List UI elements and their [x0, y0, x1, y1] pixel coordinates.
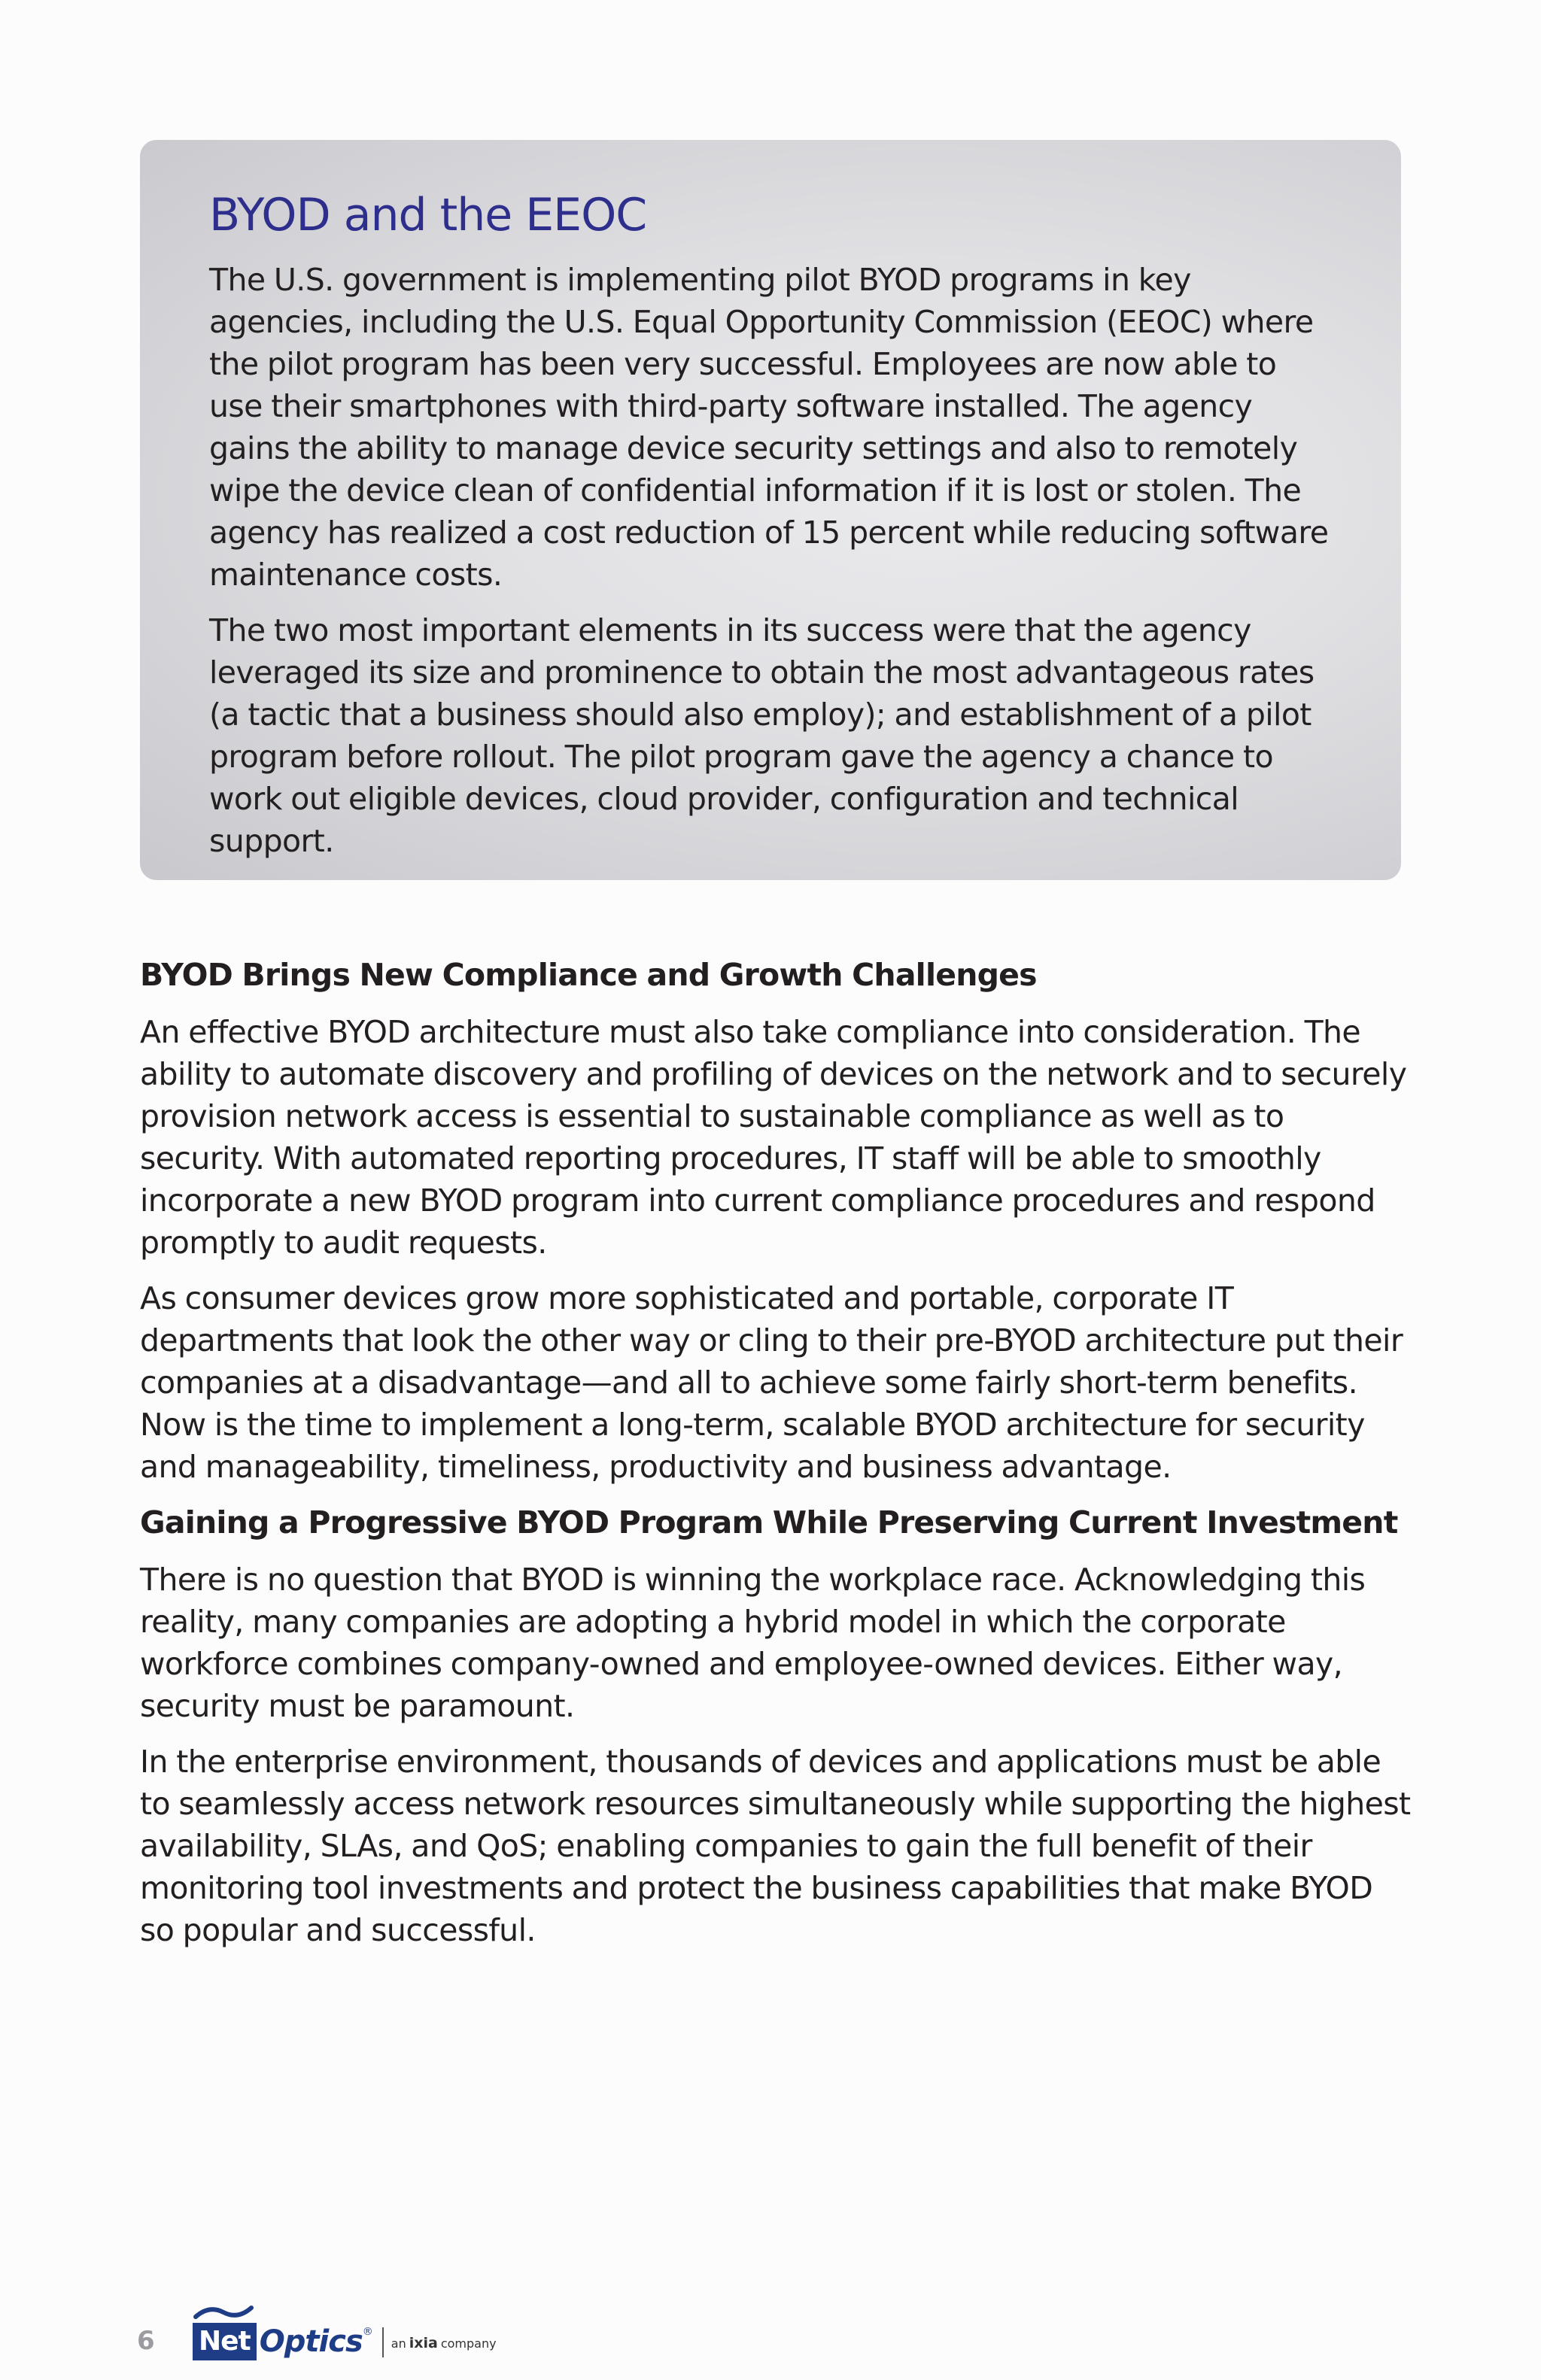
logo-net: Net	[193, 2323, 257, 2360]
section-heading: BYOD Brings New Compliance and Growth Challenges	[140, 957, 1037, 993]
page-number: 6	[137, 2326, 155, 2356]
tagline-prefix: an	[391, 2336, 406, 2351]
body-paragraph: There is no question that BYOD is winning the workplace race. Acknowledging this reality, many companies are adopting a hybrid model in which the corporate workforce combines company-owned and employee-owned devices. Either way, security must be paramount.	[140, 1562, 1366, 1724]
wave-icon	[193, 2300, 254, 2323]
body-paragraph: As consumer devices grow more sophisticated and portable, corporate IT departments that look the other way or cling to their pre-BYOD architecture put their companies at a disadvantage—and all to achieve some fairly short-term benefits. Now is the time to implement a long-term, scalable BYOD architecture for security and manageability, timeliness, productivity and business advantage.	[140, 1280, 1403, 1485]
logo-divider	[382, 2327, 384, 2357]
body-paragraph: In the enterprise environment, thousands of devices and applications must be able to seamlessly access network resources simultaneously while supporting the highest availability, SLAs, and QoS; enabling companies to gain the full benefit of their monitoring tool investments and protect the business capabilities that make BYOD so popular and successful.	[140, 1744, 1411, 1948]
sidebar-paragraph: The U.S. government is implementing pilot BYOD programs in key agencies, including the U.S. Equal Opportunity Commission (EEOC) where the pilot program has been very successful. Employees are now able to use their smartphones with third-party software installed. The agency gains the ability to manage device security settings and also to remotely wipe the device clean of confidential information if it is lost or stolen. The agency has realized a cost reduction of 15 percent while reducing software maintenance costs.	[209, 262, 1329, 593]
sidebar-box	[140, 140, 1401, 880]
logo-wordmark	[193, 2323, 373, 2360]
sidebar-paragraph: The two most important elements in its success were that the agency leveraged its size and prominence to obtain the most advantageous rates (a tactic that a business should also employ); and establishment of a pilot program before rollout. The pilot program gave the agency a chance to work out eligible devices, cloud provider, configuration and technical support.	[209, 612, 1315, 859]
tagline-brand: ixia	[409, 2335, 438, 2351]
sidebar-title: BYOD and the EEOC	[209, 189, 647, 241]
tagline-suffix: company	[440, 2336, 497, 2351]
netoptics-logo	[193, 2270, 497, 2360]
body-paragraph: An effective BYOD architecture must also take compliance into consideration. The ability to automate discovery and profiling of devices on the network and to securely provision network access is essential to sustainable compliance as well as to security. With automated reporting procedures, IT staff will be able to smoothly incorporate a new BYOD program into current compliance procedures and respond promptly to audit requests.	[140, 1014, 1407, 1261]
logo-optics: Optics	[259, 2324, 363, 2359]
logo-mark	[193, 2300, 373, 2360]
main-content	[140, 954, 1412, 1965]
logo-registered: ®	[362, 2326, 373, 2338]
section-heading: Gaining a Progressive BYOD Program While Preserving Current Investment	[140, 1504, 1398, 1541]
logo-tagline	[391, 2335, 497, 2351]
